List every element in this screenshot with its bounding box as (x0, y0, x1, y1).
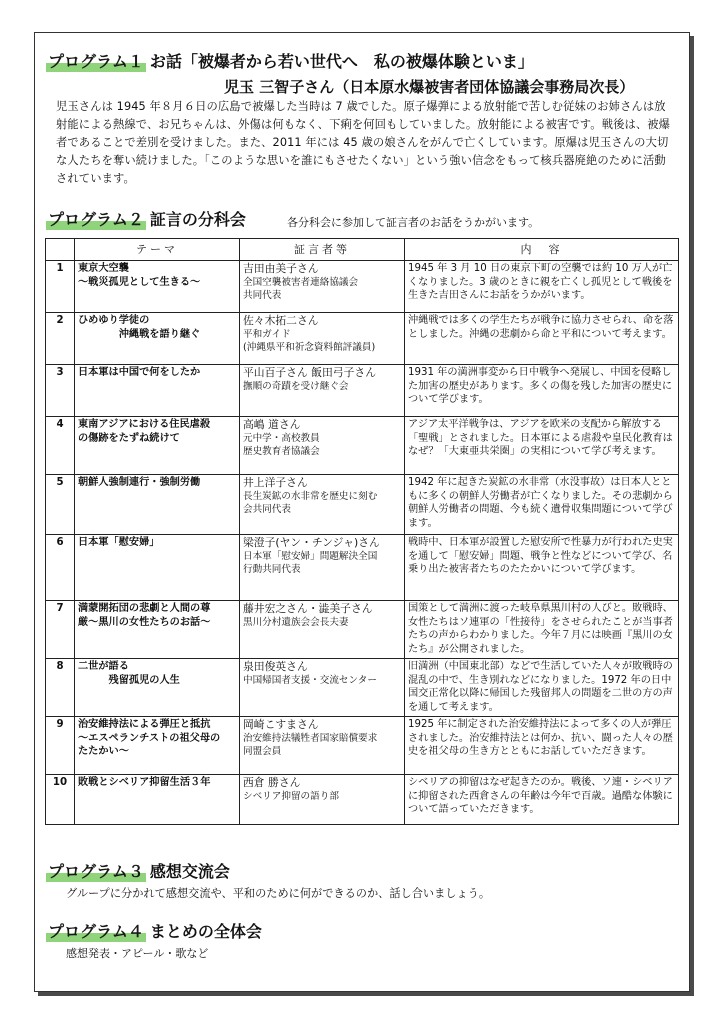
program3-heading (48, 862, 230, 882)
witness-affiliation: 元中学・高校教員 (243, 432, 320, 444)
row-witness (240, 313, 405, 365)
row-theme (75, 775, 240, 825)
header-witness: 証言者等 (240, 239, 405, 261)
theme-line: 残留孤児の人生 (78, 674, 180, 686)
row-content: 1942 年に起きた炭鉱の水非常（水没事故）は日本人とともに多くの朝鮮人労働者が亡くなりました。その悲劇から朝鮮人労働者の問題、今も続く遺骨収集問題について学びます。 (405, 475, 679, 535)
table-row (46, 659, 679, 717)
table-row (46, 535, 679, 601)
table-row (46, 475, 679, 535)
program2-title: 証言の分科会 (149, 210, 246, 229)
table-row (46, 775, 679, 825)
theme-line: ひめゆり学徒の (78, 315, 150, 326)
program1-label: プログラム１ (48, 52, 144, 71)
header-content: 内 容 (405, 239, 679, 261)
witness-affiliation: (沖縄県平和祈念資料館評議員) (243, 342, 376, 354)
witness-name: 岡崎こすまさん (243, 718, 319, 731)
witness-name: 佐々木拓二さん (243, 314, 319, 327)
witness-name: 泉田俊英さん (243, 660, 308, 673)
theme-line: 厳～黒川の女性たちのお話～ (78, 616, 211, 628)
header-theme: テーマ (75, 239, 240, 261)
row-witness (240, 535, 405, 601)
theme-line: 東南アジアにおける住民虐殺 (78, 419, 211, 430)
row-theme (75, 313, 240, 365)
witness-affiliation: 平和ガイド (243, 328, 291, 340)
program2-note: 各分科会に参加して証言者のお話をうかがいます。 (287, 216, 540, 229)
row-content: アジア太平洋戦争は、アジアを欧米の支配から解放する「聖戦」とされました。日本軍による虐殺や皇民化教育はなぜ？「大東亜共栄圏」の実相について学び考えます。 (405, 417, 679, 475)
row-witness (240, 475, 405, 535)
program1-description: 児玉さんは 1945 年８月６日の広島で被爆した当時は 7 歳でした。原子爆弾による放射能で苦しむ従妹のお姉さんは放射能による熱線で、お兄ちゃんは、外傷は何もなく、下痢を何回もしていました。放射能による被害です。戦後は、被爆者であることで差別を受けました。また、2011 年には 45 歳の娘さんをがんで亡くしています。原爆は児玉さんの大切な人たちを奪い続けました。「このような思いを誰にもさせたくない」という強い信念をもって核兵器廃絶のために活動されています。 (56, 100, 671, 185)
witness-affiliation: 中国帰国者支援・交流センター (243, 674, 377, 686)
row-witness (240, 417, 405, 475)
row-content: 1945 年 3 月 10 日の東京下町の空襲では約 10 万人が亡くなりました。3 歳のときに親を亡くし孤児として戦後を生きた吉田さんにお話をうかがいます。 (405, 261, 679, 313)
row-theme (75, 475, 240, 535)
witness-affiliation: 歴史教育者協議会 (243, 446, 320, 458)
row-witness (240, 775, 405, 825)
row-number: 1 (46, 261, 75, 313)
row-theme (75, 659, 240, 717)
theme-line: 治安維持法による弾圧と抵抗 (78, 719, 211, 730)
row-witness (240, 365, 405, 417)
row-witness (240, 601, 405, 659)
theme-line: 沖縄戦を語り継ぐ (78, 328, 201, 340)
row-content: 戦時中、日本軍が設置した慰安所で性暴力が行われた史実を通して「慰安婦」問題、戦争と性などについて学び、名乗り出た被害者たちのたたかいについて学びます。 (405, 535, 679, 601)
theme-line: 朝鮮人強制連行・強制労働 (78, 477, 201, 488)
row-content: 1931 年の満洲事変から日中戦争へ発展し、中国を侵略した加害の歴史があります。多くの傷を残した加害の歴史について学びます。 (405, 365, 679, 417)
witness-name: 西倉 勝さん (243, 776, 301, 789)
program4-note: 感想発表・アピール・歌など (66, 947, 209, 960)
row-witness (240, 261, 405, 313)
theme-line: たたかい～ (78, 746, 129, 758)
witness-affiliation: 会共同代表 (243, 504, 291, 516)
table-row (46, 313, 679, 365)
witness-name: 井上洋子さん (243, 476, 308, 489)
program3-note: グループに分かれて感想交流や、平和のために何ができるのか、話し合いましょう。 (66, 887, 491, 900)
row-number: 10 (46, 775, 75, 825)
witness-name: 藤井宏之さん・澁美子さん (243, 602, 373, 615)
theme-line: 日本軍「慰安婦」 (78, 537, 160, 548)
witness-affiliation: 共同代表 (243, 290, 282, 302)
header-num (46, 239, 75, 261)
program3-title: 感想交流会 (149, 862, 230, 881)
row-content: シベリアの抑留はなぜ起きたのか。戦後、ソ連・シベリアに抑留された西倉さんの年齢は今年で百歳。過酷な体験について語っていただきます。 (405, 775, 679, 825)
row-number: 4 (46, 417, 75, 475)
witness-affiliation: 治安維持法犠牲者国家賠償要求 (243, 732, 378, 744)
row-number: 8 (46, 659, 75, 717)
witness-affiliation: 行動共同代表 (243, 564, 301, 576)
row-number: 5 (46, 475, 75, 535)
program2-label: プログラム２ (48, 210, 144, 229)
program1-title: お話「被爆者から若い世代へ 私の被爆体験といま」 (149, 52, 534, 71)
witness-name: 吉田由美子さん (243, 262, 319, 275)
row-witness (240, 717, 405, 775)
theme-line: ～戦災孤児として生きる～ (78, 276, 201, 288)
program3-label: プログラム３ (48, 862, 144, 881)
program4-heading (48, 922, 262, 942)
row-content: 沖縄戦では多くの学生たちが戦争に協力させられ、命を落としました。沖縄の悲劇から命と平和について考えます。 (405, 313, 679, 365)
witness-name: 平山百子さん 飯田弓子さん (243, 366, 376, 379)
program4-title: まとめの全体会 (149, 922, 262, 941)
theme-line: 満蒙開拓団の悲劇と人間の尊 (78, 603, 211, 614)
session-table (45, 238, 679, 825)
row-number: 7 (46, 601, 75, 659)
row-witness (240, 659, 405, 717)
witness-affiliation: シベリア抑留の語り部 (243, 790, 339, 802)
table-header-row (46, 239, 679, 261)
row-content: 国策として満洲に渡った岐阜県黒川村の人びと。敗戦時、女性たちはソ連軍の「性接待」をさせられたことが当事者たちの声からわかりました。今年７月には映画『黒川の女たち』が公開されました。 (405, 601, 679, 659)
program2-heading (48, 210, 246, 230)
row-theme (75, 601, 240, 659)
theme-line: 二世が語る (78, 661, 129, 672)
row-number: 2 (46, 313, 75, 365)
witness-affiliation: 長生炭鉱の水非常を歴史に刻む (243, 490, 378, 502)
theme-line: 敗戦とシベリア抑留生活３年 (78, 777, 211, 788)
row-theme (75, 417, 240, 475)
theme-line: 東京大空襲 (78, 263, 129, 274)
table-row (46, 417, 679, 475)
row-number: 3 (46, 365, 75, 417)
witness-affiliation: 全国空襲被害者連絡協議会 (243, 276, 359, 288)
theme-line: 日本軍は中国で何をしたか (78, 367, 201, 378)
witness-affiliation: 黒川分村遺族会会長夫妻 (243, 616, 349, 628)
table-row (46, 601, 679, 659)
row-number: 9 (46, 717, 75, 775)
table-row (46, 261, 679, 313)
row-content: 旧満洲（中国東北部）などで生活していた人々が敗戦時の混乱の中で、生き別れなどになりました。1972 年の日中国交正常化以降に帰国した残留邦人の問題を二世の方の声を通して考えます。 (405, 659, 679, 717)
row-number: 6 (46, 535, 75, 601)
row-theme (75, 535, 240, 601)
table-row (46, 365, 679, 417)
program1-speaker: 児玉 三智子さん（日本原水爆被害者団体協議会事務局次長） (224, 78, 635, 96)
program4-label: プログラム４ (48, 922, 144, 941)
theme-line: の傷跡をたずね続けて (78, 432, 180, 444)
row-theme (75, 365, 240, 417)
witness-affiliation: 同盟会員 (243, 746, 282, 758)
witness-name: 高嶋 道さん (243, 418, 301, 431)
theme-line: ～エスペランチストの祖父母の (78, 732, 221, 744)
row-content: 1925 年に制定された治安維持法によって多くの人が弾圧されました。治安維持法とは何か、抗い、闘った人々の歴史を祖父母の生き方とともにお話していただきます。 (405, 717, 679, 775)
witness-name: 梁澄子(ヤン・チンジャ)さん (243, 536, 380, 549)
witness-affiliation: 日本軍「慰安婦」問題解決全国 (243, 550, 378, 562)
table-row (46, 717, 679, 775)
witness-affiliation: 撫順の奇蹟を受け継ぐ会 (243, 380, 349, 392)
row-theme (75, 717, 240, 775)
program1-heading (48, 52, 534, 72)
row-theme (75, 261, 240, 313)
